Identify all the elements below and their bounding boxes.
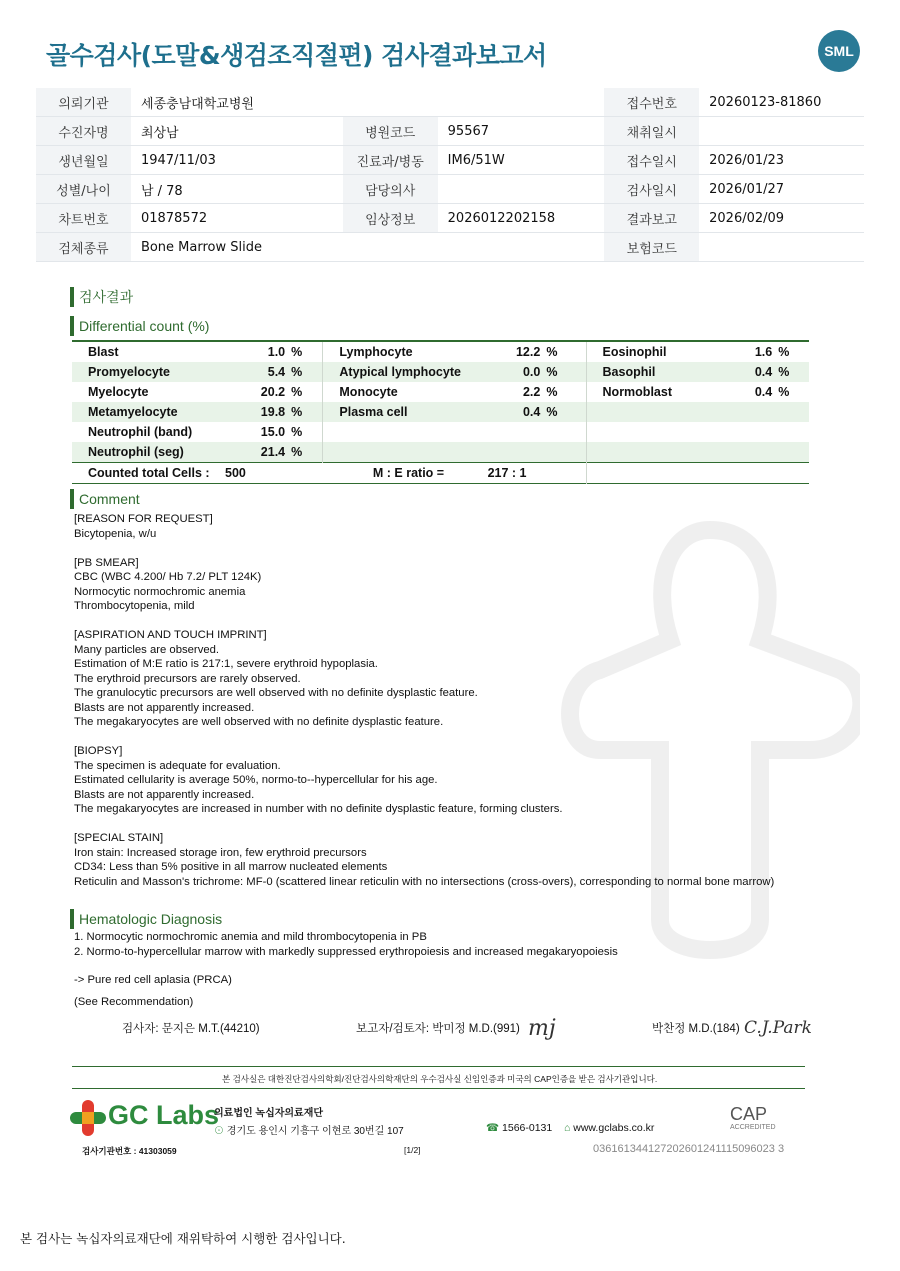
info-value: 95567 [438, 117, 605, 146]
outsourcing-note: 본 검사는 녹십자의료재단에 재위탁하여 시행한 검사입니다. [20, 1231, 346, 1246]
cell-type: Neutrophil (band) [88, 425, 193, 439]
comment-heading: Comment [70, 489, 140, 509]
page-number: [1/2] [404, 1145, 421, 1155]
info-label: 차트번호 [36, 204, 131, 233]
info-label: 임상정보 [343, 204, 438, 233]
percent-unit: % [546, 345, 558, 359]
info-value: 01878572 [131, 204, 343, 233]
cell-percent: 21.4 [241, 442, 291, 463]
cell-type [586, 402, 755, 422]
info-label: 수진자명 [36, 117, 131, 146]
percent-unit [778, 442, 809, 463]
cap-accredited: ACCREDITED [730, 1124, 776, 1131]
cell-type: Plasma cell [323, 402, 503, 422]
differential-heading: Differential count (%) [70, 316, 209, 336]
info-label [343, 88, 438, 117]
cell-type: Neutrophil (seg) [72, 442, 241, 463]
diff-row [72, 341, 809, 362]
website-link[interactable]: www.gclabs.co.kr [573, 1122, 655, 1134]
info-value: 세종충남대학교병원 [131, 88, 343, 117]
info-value: IM6/51W [438, 146, 605, 175]
address: 경기도 용인시 기흥구 이현로 30번길 107 [226, 1126, 404, 1137]
info-value: 남 / 78 [131, 175, 343, 204]
info-label: 성별/나이 [36, 175, 131, 204]
cell-percent [755, 402, 778, 422]
diff-row [72, 402, 809, 422]
cell-percent [502, 442, 546, 463]
footer-divider-top [72, 1066, 805, 1067]
info-value [438, 175, 605, 204]
info-row [36, 117, 864, 146]
me-ratio-value: 217 : 1 [487, 466, 527, 480]
cell-percent: 0.4 [755, 362, 778, 382]
cell-percent [755, 422, 778, 442]
me-ratio [323, 463, 586, 484]
tester-signature: 검사자: 문지은 M.T.(44210) [122, 1023, 260, 1035]
info-label: 진료과/병동 [343, 146, 438, 175]
cell-percent: 20.2 [260, 385, 286, 399]
percent-unit [778, 402, 809, 422]
diff-row [72, 442, 809, 463]
info-label: 접수일시 [604, 146, 699, 175]
info-label: 병원코드 [343, 117, 438, 146]
info-label: 생년월일 [36, 146, 131, 175]
info-row [36, 233, 864, 262]
info-value [438, 88, 605, 117]
info-label: 담당의사 [343, 175, 438, 204]
comment-text: [REASON FOR REQUEST] Bicytopenia, w/u [PB SMEAR] CBC (WBC 4.200/ Hb 7.2/ PLT 124K) Normocytic normochromic anemia Thrombocytopenia, mild [ASPIRATION AND TOUCH IMPRINT] Many particles are observed. Estimation of M:E ratio is 217:1, severe erythroid hypoplasia. The erythroid precursors are rarely observed. The granulocytic precursors are well observed with no definite dysplastic feature. Blasts are not apparently increased. The megakaryocytes are well observed with no definite dysplastic feature. [BIOPSY] The specimen is adequate for evaluation. Estimated cellularity is average 50%, normo-to--hypercellular for his age. Blasts are not apparently increased. The megakaryocytes are increased in number with no definite dysplastic feature, forming clusters. [SPECIAL STAIN] Iron stain: Increased storage iron, few erythroid precursors CD34: Less than 5% positive in all marrow nucleated elements Reticulin and Masson's trichrome: MF-0 (scattered linear reticulin with no intersections (cross-overs), corresponding to normal bone marrow) [74, 513, 775, 888]
percent-unit: % [291, 422, 323, 442]
cell-percent [755, 442, 778, 463]
gc-cross-logo-icon [70, 1100, 106, 1136]
home-icon: ⌂ [564, 1122, 571, 1134]
percent-unit: % [778, 362, 809, 382]
gc-labs-brand: GC Labs [108, 1100, 220, 1130]
info-value [438, 233, 605, 262]
cell-type: Monocyte [323, 382, 503, 402]
diagnosis-heading: Hematologic Diagnosis [70, 909, 222, 929]
reporter-signature: 보고자/검토자: 박미정 M.D.(991) [356, 1023, 520, 1035]
info-label: 의뢰기관 [36, 88, 131, 117]
cell-type: Normoblast [586, 382, 755, 402]
cell-type: Lymphocyte [323, 341, 503, 362]
doctor-signature: 박찬정 M.D.(184) [652, 1023, 740, 1035]
info-label [343, 233, 438, 262]
cell-percent [502, 422, 546, 442]
cell-type: Basophil [586, 362, 755, 382]
cell-type [586, 442, 755, 463]
website-row [564, 1122, 654, 1134]
info-label: 검사일시 [604, 175, 699, 204]
barcode-number: 036161344127202601241115096023 3 [593, 1143, 785, 1155]
percent-unit: % [291, 341, 323, 362]
percent-unit: % [546, 385, 558, 399]
cell-type [586, 422, 755, 442]
cell-percent: 15.0 [260, 425, 286, 439]
info-value: Bone Marrow Slide [131, 233, 343, 262]
phone-icon: ☎ [486, 1122, 500, 1134]
info-value [699, 233, 864, 262]
cell-percent: 0.4 [754, 385, 773, 399]
percent-unit: % [291, 442, 323, 463]
cell-percent: 1.0 [267, 345, 286, 359]
info-row [36, 204, 864, 233]
reporter-handwritten-sign: mj [528, 1016, 556, 1041]
cell-type: Blast [88, 345, 119, 359]
percent-unit: % [546, 402, 586, 422]
cell-type: Eosinophil [586, 341, 755, 362]
cell-percent: 0.0 [502, 362, 546, 382]
info-value: 20260123-81860 [699, 88, 864, 117]
cell-type: Metamyelocyte [72, 402, 241, 422]
cell-percent: 19.8 [241, 402, 291, 422]
cell-type [323, 422, 503, 442]
info-value: 2026/01/27 [699, 175, 864, 204]
patient-info-table [36, 88, 864, 262]
info-value: 최상남 [131, 117, 343, 146]
total-cells-label: Counted total Cells : [88, 466, 210, 480]
percent-unit [546, 442, 586, 463]
info-label: 결과보고 [604, 204, 699, 233]
phone: 1566-0131 [502, 1122, 553, 1134]
cell-type: Atypical lymphocyte [323, 362, 503, 382]
info-value: 2026/02/09 [699, 204, 864, 233]
report-title: 골수검사(도말&생검조직절편) 검사결과보고서 [46, 41, 547, 70]
info-label: 검체종류 [36, 233, 131, 262]
total-cells-value: 500 [225, 466, 246, 480]
cell-percent: 2.2 [522, 385, 541, 399]
info-label: 채취일시 [604, 117, 699, 146]
info-row [36, 146, 864, 175]
cell-type: Myelocyte [88, 385, 149, 399]
info-label: 접수번호 [604, 88, 699, 117]
percent-unit [546, 422, 586, 442]
diff-row [72, 382, 809, 402]
diagnosis-line-2: 2. Normo-to-hypercellular marrow with markedly suppressed erythropoiesis and increased megakaryopoiesis [74, 945, 618, 958]
org-name: 의료법인 녹십자의료재단 [214, 1108, 324, 1119]
total-cells [72, 463, 323, 484]
cell-percent: 12.2 [515, 345, 541, 359]
differential-count-table [72, 340, 809, 484]
info-value: 1947/11/03 [131, 146, 343, 175]
percent-unit: % [546, 362, 586, 382]
me-ratio-label: M : E ratio = [372, 466, 445, 480]
results-heading: 검사결과 [70, 287, 133, 307]
sml-logo: SML [818, 30, 860, 72]
cell-type [323, 442, 503, 463]
percent-unit: % [778, 345, 790, 359]
percent-unit: % [291, 362, 323, 382]
info-label: 보험코드 [604, 233, 699, 262]
cell-percent: 0.4 [502, 402, 546, 422]
cap-logo: CAP [730, 1104, 768, 1124]
info-value [699, 117, 864, 146]
institution-number: 검사기관번호 : 41303059 [82, 1146, 177, 1156]
info-value: 2026012202158 [438, 204, 605, 233]
percent-unit: % [778, 385, 790, 399]
percent-unit [778, 422, 809, 442]
percent-unit: % [291, 402, 323, 422]
info-row [36, 175, 864, 204]
cell-percent: 1.6 [754, 345, 773, 359]
certification-note: 본 검사실은 대한진단검사의학회/진단검사의학재단의 우수검사실 신임인증과 미국의 CAP인증을 받은 검사기관입니다. [222, 1074, 658, 1084]
location-pin-icon: ⊙ [214, 1126, 224, 1137]
footer-divider-bottom [72, 1088, 805, 1089]
info-value: 2026/01/23 [699, 146, 864, 175]
cell-percent: 5.4 [241, 362, 291, 382]
diff-row [72, 362, 809, 382]
doctor-handwritten-sign: C.J.Park [744, 1018, 812, 1038]
phone-row [486, 1122, 552, 1134]
cell-type: Promyelocyte [72, 362, 241, 382]
diagnosis-line-4: (See Recommendation) [74, 995, 194, 1008]
address-row [214, 1122, 404, 1137]
diagnosis-line-3: -> Pure red cell aplasia (PRCA) [74, 974, 232, 986]
diagnosis-text [74, 930, 794, 1009]
diagnosis-line-1: 1. Normocytic normochromic anemia and mild thrombocytopenia in PB [74, 931, 427, 943]
percent-unit: % [291, 382, 323, 402]
info-row [36, 88, 864, 117]
diff-row [72, 422, 809, 442]
